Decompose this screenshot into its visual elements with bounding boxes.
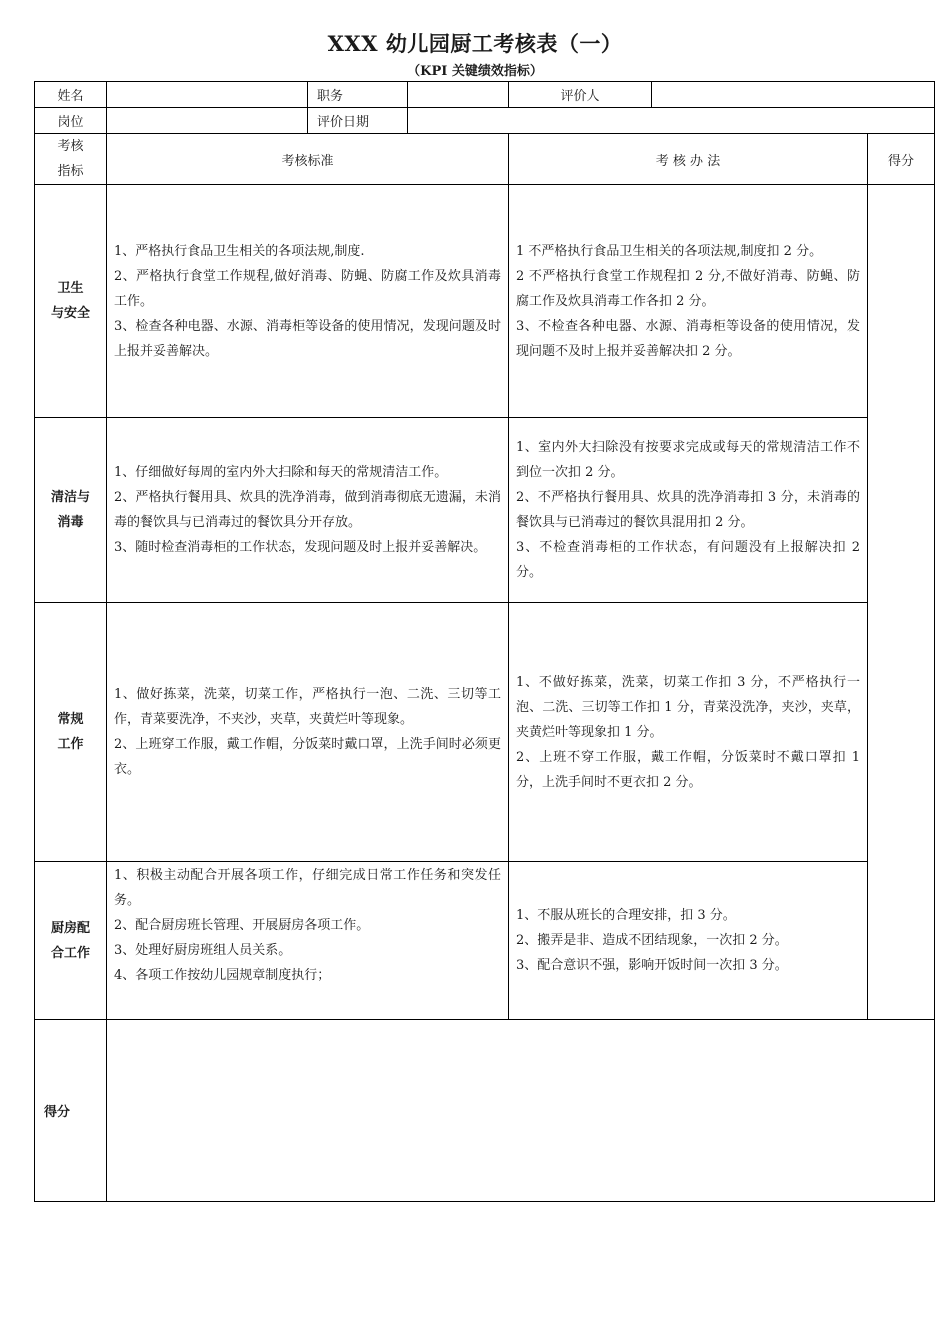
indicator-header: 考核 指标 [35, 134, 107, 185]
standard-item: 1、积极主动配合开展各项工作，仔细完成日常工作任务和突发任务。 [114, 868, 501, 908]
standard-item: 2、严格执行食堂工作规程,做好消毒、防蝇、防腐工作及炊具消毒工作。 [114, 268, 501, 309]
section-row-cleaning [35, 418, 935, 603]
standard-item: 1、严格执行食品卫生相关的各项法规,制度. [114, 243, 365, 259]
total-score-label: 得分 [35, 1020, 107, 1202]
method-item: 2、上班不穿工作服，戴工作帽，分饭菜时不戴口罩扣 1 分，上洗手间时不更衣扣 2 分。 [516, 749, 860, 790]
method-item: 2、不严格执行餐用具、炊具的洗净消毒扣 3 分，未消毒的餐饮具与已消毒过的餐饮具混用扣 2 分。 [516, 490, 860, 530]
category-hygiene-safety: 卫生 与安全 [35, 185, 107, 418]
standard-cell [107, 185, 509, 418]
post-field[interactable] [107, 108, 308, 134]
section-row-routine [35, 603, 935, 862]
total-score-row [35, 1020, 935, 1202]
standard-item: 3、检查各种电器、水源、消毒柜等设备的使用情况，发现问题及时上报并妥善解决。 [114, 318, 501, 359]
standard-item: 3、随时检查消毒柜的工作状态，发现问题及时上报并妥善解决。 [114, 540, 487, 555]
kpi-table [34, 81, 935, 1202]
standard-cell [107, 418, 509, 603]
method-cell [509, 418, 868, 603]
form-title: XXX 幼儿园厨工考核表（一） [327, 31, 623, 56]
method-item: 1、不服从班长的合理安排，扣 3 分。 [516, 908, 736, 923]
standard-item: 3、处理好厨房班组人员关系。 [114, 943, 292, 958]
form-subtitle: （KPI 关键绩效指标） [407, 64, 543, 79]
position-field[interactable] [408, 82, 509, 108]
section-row-hygiene [35, 185, 935, 418]
method-item: 3、配合意识不强，影响开饭时间一次扣 3 分。 [516, 958, 788, 973]
method-item: 2 不严格执行食堂工作规程扣 2 分,不做好消毒、防蝇、防腐工作及炊具消毒工作各扣 2 分。 [516, 268, 860, 309]
date-label: 评价日期 [308, 108, 408, 134]
standard-cell [107, 603, 509, 862]
post-label: 岗位 [35, 108, 107, 134]
method-item: 3、不检查消毒柜的工作状态，有问题没有上报解决扣 2 分。 [516, 540, 860, 580]
name-field[interactable] [107, 82, 308, 108]
method-item: 2、搬弄是非、造成不团结现象，一次扣 2 分。 [516, 933, 788, 948]
standard-item: 2、严格执行餐用具、炊具的洗净消毒，做到消毒彻底无遗漏，未消毒的餐饮具与已消毒过的餐饮具分开存放。 [114, 490, 501, 530]
category-routine-work: 常规 工作 [35, 603, 107, 862]
standard-header: 考核标准 [107, 134, 509, 185]
standard-item: 1、做好拣菜，洗菜，切菜工作，严格执行一泡、二洗、三切等工作，青菜要洗净，不夹沙，夹草，夹黄烂叶等现象。 [114, 687, 501, 727]
method-item: 1 不严格执行食品卫生相关的各项法规,制度扣 2 分。 [516, 243, 823, 259]
evaluator-label: 评价人 [509, 82, 652, 108]
score-entry-cell[interactable] [868, 185, 935, 1020]
method-cell [509, 862, 868, 1020]
method-header: 考 核 办 法 [509, 134, 868, 185]
standard-item: 1、仔细做好每周的室内外大扫除和每天的常规清洁工作。 [114, 465, 448, 480]
total-score-field[interactable] [107, 1020, 935, 1202]
evaluator-field[interactable] [652, 82, 935, 108]
category-kitchen-cooperation: 厨房配 合工作 [35, 862, 107, 1020]
name-label: 姓名 [35, 82, 107, 108]
method-item: 3、不检查各种电器、水源、消毒柜等设备的使用情况，发现问题不及时上报并妥善解决扣 2 分。 [516, 318, 860, 359]
standard-cell [107, 862, 509, 1020]
method-item: 1、室内外大扫除没有按要求完成或每天的常规清洁工作不到位一次扣 2 分。 [516, 440, 860, 480]
method-cell [509, 185, 868, 418]
score-header: 得分 [868, 134, 935, 185]
category-cleaning-disinfection: 清洁与 消毒 [35, 418, 107, 603]
position-label: 职务 [308, 82, 408, 108]
section-row-kitchen [35, 862, 935, 1020]
method-item: 1、不做好拣菜，洗菜，切菜工作扣 3 分，不严格执行一泡、二洗、三切等工作扣 1 分，青菜没洗净，夹沙，夹草，夹黄烂叶等现象扣 1 分。 [516, 674, 860, 740]
standard-item: 2、配合厨房班长管理、开展厨房各项工作。 [114, 918, 370, 933]
method-cell [509, 603, 868, 862]
standard-item: 4、各项工作按幼儿园规章制度执行； [114, 968, 331, 983]
standard-item: 2、上班穿工作服，戴工作帽，分饭菜时戴口罩，上洗手间时必须更衣。 [114, 737, 501, 777]
date-field[interactable] [408, 108, 935, 134]
